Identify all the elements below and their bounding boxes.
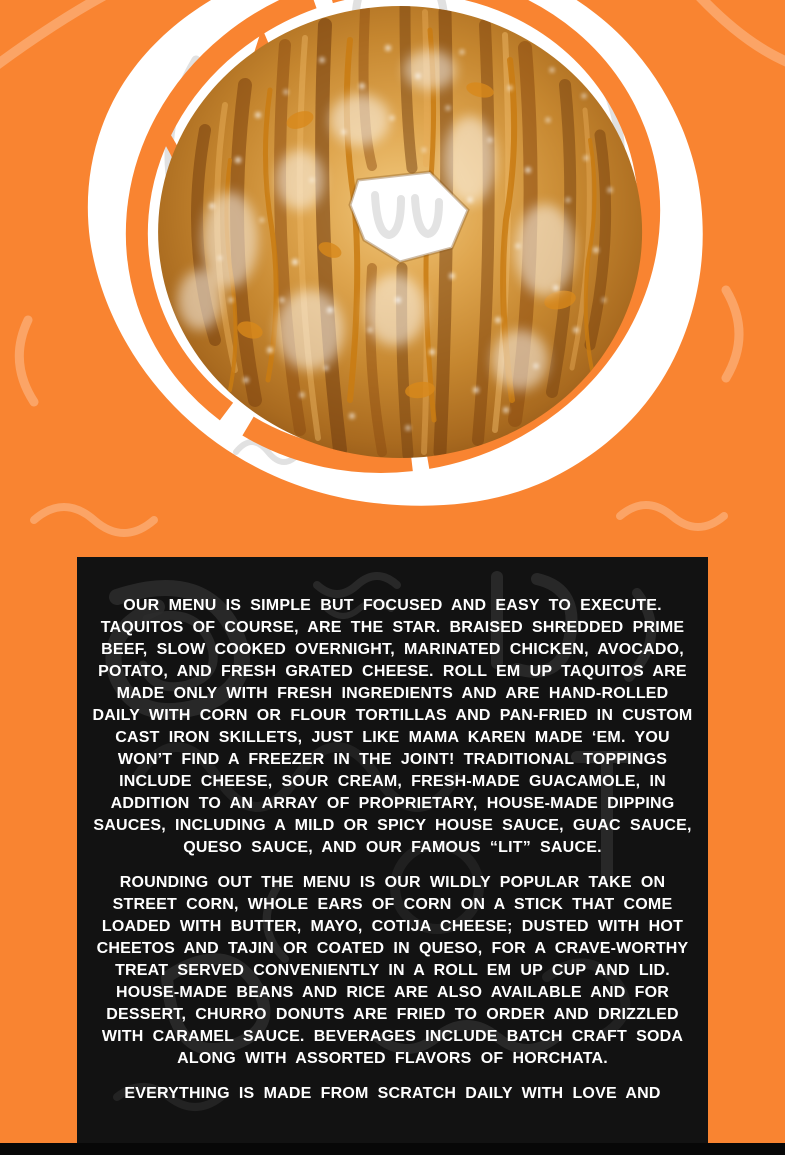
menu-description <box>77 557 708 1105</box>
menu-paragraph-1: OUR MENU IS SIMPLE BUT FOCUSED AND EASY TO EXECUTE. TAQUITOS OF COURSE, ARE THE STAR. BRAISED SHREDDED PRIME BEEF, SLOW COOKED OVERNIGHT, MARINATED CHICKEN, AVOCADO, POTATO, AND FRESH GRATED CHEESE. ROLL EM UP TAQUITOS ARE MADE ONLY WITH FRESH INGREDIENTS AND ARE HAND-ROLLED DAILY WITH CORN OR FLOUR TORTILLAS AND PAN-FRIED IN CUSTOM CAST IRON SKILLETS, JUST LIKE MAMA KAREN MADE ‘EM. YOU WON’T FIND A FREEZER IN THE JOINT! TRADITIONAL TOPPINGS INCLUDE CHEESE, SOUR CREAM, FRESH-MADE GUACAMOLE, IN ADDITION TO AN ARRAY OF PROPRIETARY, HOUSE-MADE DIPPING SAUCES, INCLUDING A MILD OR SPICY HOUSE SAUCE, GUAC SAUCE, QUESO SAUCE, AND OUR FAMOUS “LIT” SAUCE. <box>92 597 693 856</box>
churro-donut-image <box>0 0 785 557</box>
menu-paragraph-3: EVERYTHING IS MADE FROM SCRATCH DAILY WITH LOVE AND <box>124 1085 661 1102</box>
hero-section <box>0 0 785 557</box>
menu-paragraph-2: ROUNDING OUT THE MENU IS OUR WILDLY POPULAR TAKE ON STREET CORN, WHOLE EARS OF CORN ON A STICK THAT COME LOADED WITH BUTTER, MAYO, COTIJA CHEESE; DUSTED WITH HOT CHEETOS AND TAJIN OR COATED IN QUESO, FOR A CRAVE-WORTHY TREAT SERVED CONVENIENTLY IN A ROLL EM UP CUP AND LID. HOUSE-MADE BEANS AND RICE ARE ALSO AVAILABLE AND FOR DESSERT, CHURRO DONUTS ARE FRIED TO ORDER AND DRIZZLED WITH CARAMEL SAUCE. BEVERAGES INCLUDE BATCH CRAFT SODA ALONG WITH ASSORTED FLAVORS OF HORCHATA. <box>96 874 689 1067</box>
bottom-section-divider <box>0 1143 785 1155</box>
content-panel <box>77 557 708 1155</box>
